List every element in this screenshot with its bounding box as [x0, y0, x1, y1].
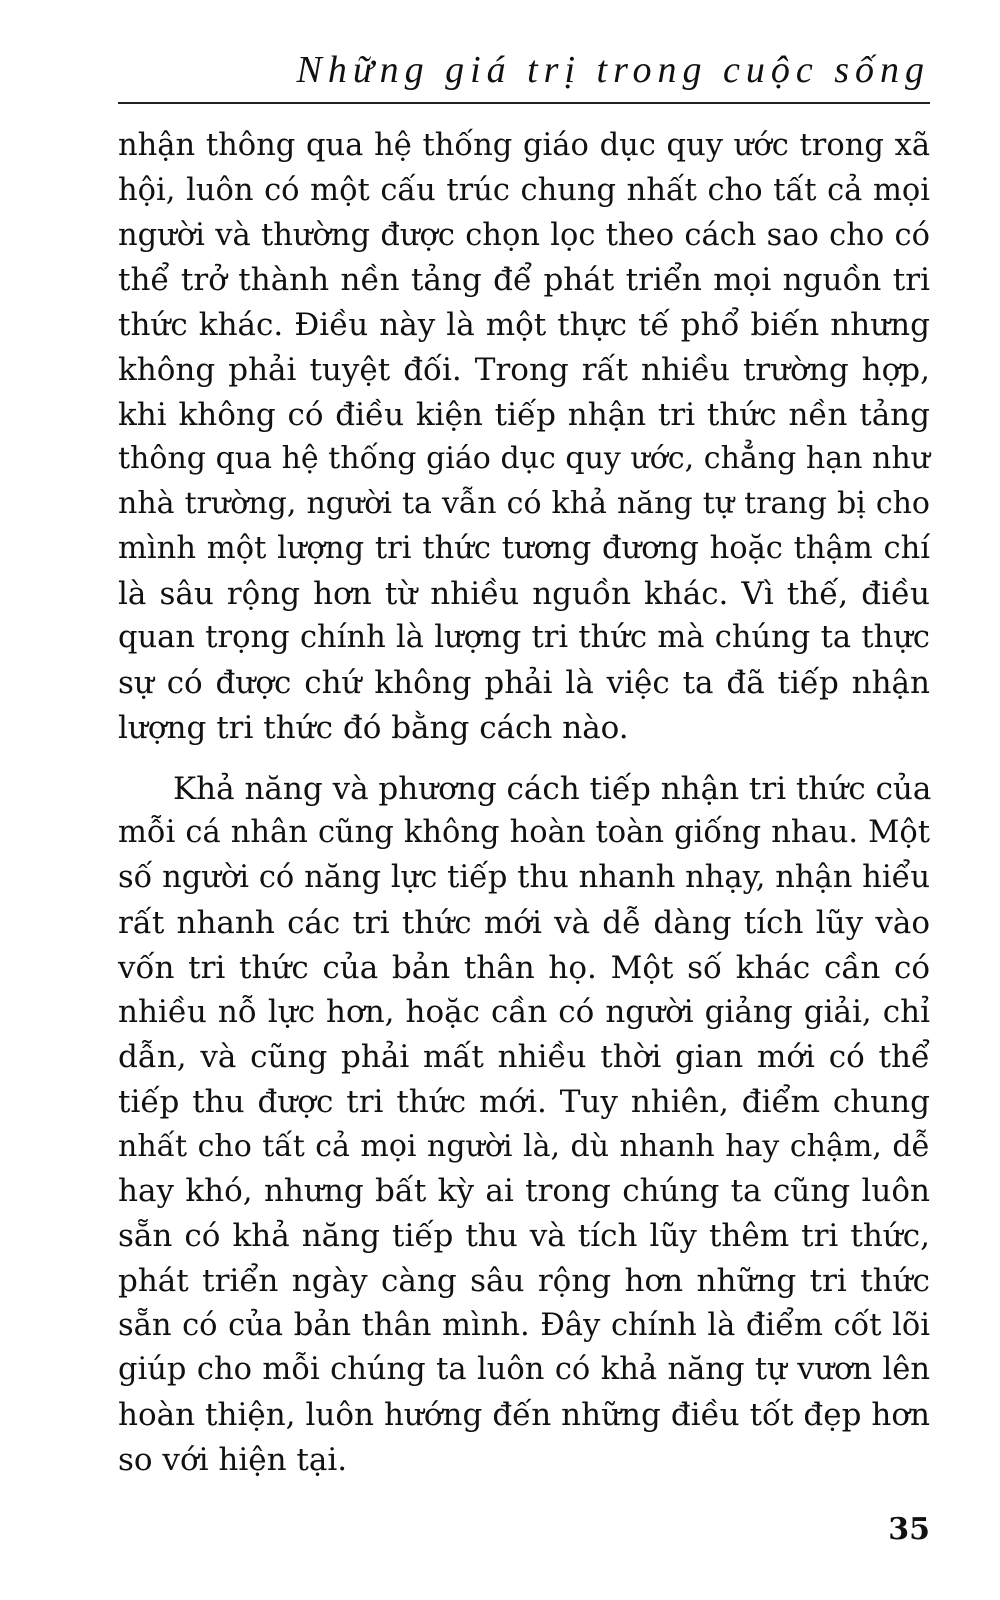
text-line: số người có năng lực tiếp thu nhanh nhạy, nhận hiểu: [118, 860, 930, 895]
text-line: nhà trường, người ta vẫn có khả năng tự trang bị cho: [118, 486, 930, 521]
text-line: phát triển ngày càng sâu rộng hơn những tri thức: [118, 1262, 930, 1299]
running-header-title: Những giá trị trong cuộc sống: [296, 49, 930, 91]
text-line: khi không có điều kiện tiếp nhận tri thức nền tảng: [118, 396, 930, 433]
text-line: sẵn có khả năng tiếp thu và tích lũy thêm tri thức,: [118, 1218, 930, 1254]
text-line: hội, luôn có một cấu trúc chung nhất cho tất cả mọi: [118, 172, 930, 208]
text-line: thông qua hệ thống giáo dục quy ước, chẳng hạn như: [118, 441, 930, 477]
text-line: sẵn có của bản thân mình. Đây chính là điểm cốt lõi: [118, 1307, 930, 1343]
text-line: quan trọng chính là lượng tri thức mà chúng ta thực: [118, 620, 930, 656]
paragraph-gap: [118, 751, 930, 767]
paragraph: [118, 124, 930, 751]
text-line: sự có được chứ không phải là việc ta đã tiếp nhận: [118, 665, 930, 701]
text-line: dẫn, và cũng phải mất nhiều thời gian mới có thể: [118, 1039, 930, 1075]
text-line: so với hiện tại.: [118, 1441, 348, 1478]
text-line: mình một lượng tri thức tương đương hoặc thậm chí: [118, 530, 930, 566]
text-line: nhiều nỗ lực hơn, hoặc cần có người giảng giải, chỉ: [118, 994, 930, 1031]
header-rule: [118, 102, 930, 104]
text-line: là sâu rộng hơn từ nhiều nguồn khác. Vì thế, điều: [118, 575, 930, 612]
text-line: nhận thông qua hệ thống giáo dục quy ước trong xã: [118, 128, 930, 163]
page-number: 35: [888, 1512, 930, 1547]
text-line: nhất cho tất cả mọi người là, dù nhanh hay chậm, dễ: [118, 1128, 930, 1164]
text-line: giúp cho mỗi chúng ta luôn có khả năng tự vươn lên: [118, 1352, 930, 1388]
text-line: người và thường được chọn lọc theo cách sao cho có: [118, 217, 930, 253]
text-line: Khả năng và phương cách tiếp nhận tri thức của: [173, 770, 932, 807]
text-line: không phải tuyệt đối. Trong rất nhiều trường hợp,: [118, 351, 930, 388]
paragraph: [118, 767, 930, 1483]
text-line: mỗi cá nhân cũng không hoàn toàn giống nhau. Một: [118, 815, 930, 851]
text-line: lượng tri thức đó bằng cách nào.: [118, 709, 629, 746]
running-header: [118, 44, 930, 104]
text-line: thể trở thành nền tảng để phát triển mọi nguồn tri: [118, 262, 930, 299]
text-line: hoàn thiện, luôn hướng đến những điều tốt đẹp hơn: [118, 1397, 930, 1433]
text-line: rất nhanh các tri thức mới và dễ dàng tích lũy vào: [118, 904, 930, 941]
text-line: thức khác. Điều này là một thực tế phổ biến nhưng: [118, 307, 930, 343]
body-text: [118, 124, 930, 1483]
text-line: hay khó, nhưng bất kỳ ai trong chúng ta cũng luôn: [118, 1173, 930, 1210]
text-line: tiếp thu được tri thức mới. Tuy nhiên, điểm chung: [118, 1083, 930, 1120]
text-line: vốn tri thức của bản thân họ. Một số khác cần có: [118, 949, 930, 986]
